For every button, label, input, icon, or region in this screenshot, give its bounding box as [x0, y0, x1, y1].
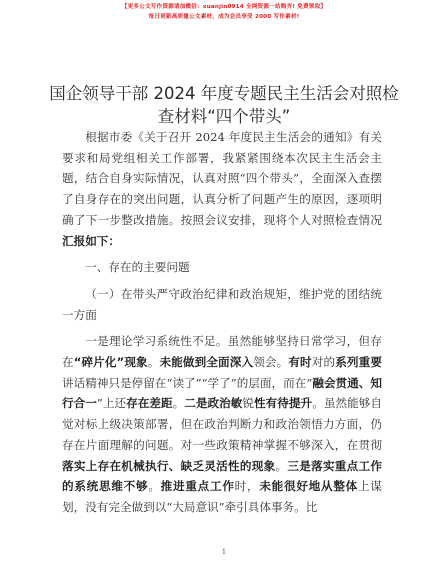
document-title-line-2: 查材料“四个带头” — [157, 107, 291, 126]
promo-banner-line-2: 每日更新高质量公文素材，成为会员享受 2000 写作素材! — [148, 14, 300, 20]
issue-bold: 落实上存在机械执行、缺乏灵活性的现象 — [62, 458, 276, 473]
issue-text: 。虽然能够自觉对标上级决策部署，但在政治判断力和政治领悟力方面，仍存在片面理解的问题。对一些政策精神掌握不够深入，在贯彻 — [62, 396, 382, 452]
promo-banner — [0, 2, 448, 22]
issue-bold: 有时 — [288, 355, 312, 370]
promo-banner-line-1: 【更多公文写作资源请加微信：xuanjin0914 全网资源一站购齐! 免费领取】 — [121, 4, 327, 10]
document-body — [62, 127, 382, 518]
issue-bold: “碎片化”现象 — [73, 355, 148, 370]
issue-text: 对的 — [311, 355, 336, 370]
issue-bold: 系列重要 — [335, 355, 382, 370]
issue-bold: 融会贯通、知行合一 — [62, 375, 382, 411]
issue-text: 一是理论学习系统性不足。虽然能够坚持日常学习，但存在 — [62, 334, 382, 370]
issue-text: 讲话精神只是停留在“读了”“学了”的层面，而在“ — [62, 375, 313, 390]
document-title-line-1: 国企领导干部 2024 年度专题民主生活会对照检 — [49, 84, 399, 103]
subsection-heading: （一）在带头严守政治纪律和政治规矩，维护党的团结统一方面 — [62, 286, 382, 322]
issue-text: 。 — [148, 479, 161, 494]
issue-text: 时， — [234, 479, 260, 494]
intro-text: 根据市委《关于召开 2024 年度民主生活会的通知》有关要求和局党组相关工作部署，我紧紧围绕本次民主生活会主题，结合自身实际情况，认真对照“四个带头”，全面深入查摆了自身存在的突出问题，认真分析了问题产生的原因，逐项明确了下一步整改措施。按照会议安排，现将个人对照检查情况 — [62, 130, 382, 227]
page-number: 1 — [221, 548, 227, 556]
section-heading: 一、存在的主要问题 — [85, 260, 190, 275]
issue-bold: 存在差距 — [126, 396, 173, 411]
issue-paragraph — [62, 331, 382, 517]
issue-text: 。 — [275, 458, 288, 473]
issue-bold: 推进重点工作 — [160, 479, 235, 494]
issue-text: ”上还 — [96, 396, 127, 411]
intro-bold-text: 汇报如下： — [62, 233, 120, 248]
document-title — [40, 82, 408, 128]
issue-text: 锐 — [242, 396, 255, 411]
issue-text: 。 — [147, 355, 160, 370]
issue-bold: 未能做到全面深入 — [159, 355, 254, 370]
issue-bold: 二是政治敏 — [184, 396, 243, 411]
issue-text: 上谋划，没有完全做到以“大局意识”牵引具体事务。比 — [62, 479, 382, 514]
intro-paragraph — [62, 127, 382, 251]
issue-bold: 三是落实重点工作的系统思维不够 — [62, 458, 382, 494]
issue-text: 。 — [172, 396, 185, 411]
issue-bold: 未能很好地从整体 — [259, 479, 359, 494]
issue-bold: 性有待提升 — [254, 396, 313, 411]
issue-text: 领会。 — [253, 355, 289, 370]
